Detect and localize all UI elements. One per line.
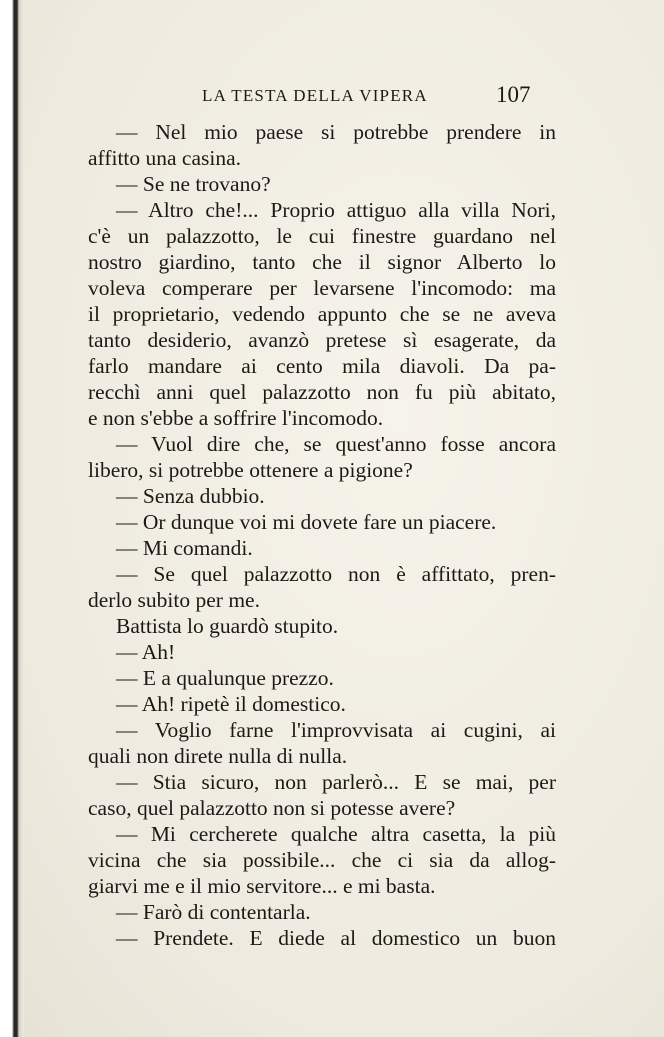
- text-line: farlo mandare ai cento mila diavoli. Da pa-: [88, 354, 556, 378]
- page-number: 107: [496, 82, 531, 107]
- text-line: caso, quel palazzotto non si potesse avere?: [88, 796, 456, 820]
- text-line: — Nel mio paese si potrebbe prendere in: [116, 120, 556, 144]
- text-line: — Stia sicuro, non parlerò... E se mai, per: [116, 770, 556, 794]
- text-line: Battista lo guardò stupito.: [116, 614, 339, 638]
- running-title: LA TESTA DELLA VIPERA: [202, 86, 428, 105]
- text-line: — Se quel palazzotto non è affittato, pren-: [116, 562, 556, 586]
- text-line: — Farò di contentarla.: [116, 900, 311, 924]
- text-line: c'è un palazzotto, le cui finestre guardano nel: [88, 224, 556, 248]
- text-line: — Ah!: [116, 640, 176, 664]
- text-line: — Ah! ripetè il domestico.: [116, 692, 346, 716]
- text-line: — Mi cercherete qualche altra casetta, la più: [116, 822, 556, 846]
- text-line: giarvi me e il mio servitore... e mi basta.: [88, 874, 436, 898]
- text-line: — E a qualunque prezzo.: [116, 666, 334, 690]
- text-line: tanto desiderio, avanzò pretese sì esagerate, da: [88, 328, 556, 352]
- text-line: libero, si potrebbe ottenere a pigione?: [88, 458, 413, 482]
- text-line: — Mi comandi.: [116, 536, 253, 560]
- text-line: derlo subito per me.: [88, 588, 260, 612]
- page-spine-edge: [0, 0, 24, 1037]
- text-line: — Prendete. E diede al domestico un buon: [116, 926, 556, 950]
- text-line: vicina che sia possibile... che ci sia da allog-: [88, 848, 556, 872]
- text-line: — Voglio farne l'improvvisata ai cugini, ai: [116, 718, 556, 742]
- text-line: — Se ne trovano?: [116, 172, 271, 196]
- text-line: nostro giardino, tanto che il signor Alberto lo: [88, 250, 556, 274]
- text-line: affitto una casina.: [88, 146, 242, 170]
- text-line: voleva comperare per levarsene l'incomodo: ma: [88, 276, 556, 300]
- text-line: quali non direte nulla di nulla.: [88, 744, 348, 768]
- text-line: e non s'ebbe a soffrire l'incomodo.: [88, 406, 384, 430]
- page-header: [0, 82, 664, 112]
- text-line: — Vuol dire che, se quest'anno fosse ancora: [116, 432, 556, 456]
- text-line: — Or dunque voi mi dovete fare un piacere.: [116, 510, 497, 534]
- text-line: — Senza dubbio.: [116, 484, 265, 508]
- text-line: recchì anni quel palazzotto non fu più abitato,: [88, 380, 556, 404]
- text-line: il proprietario, vedendo appunto che se ne aveva: [88, 302, 556, 326]
- text-line: — Altro che!... Proprio attiguo alla villa Nori,: [116, 198, 556, 222]
